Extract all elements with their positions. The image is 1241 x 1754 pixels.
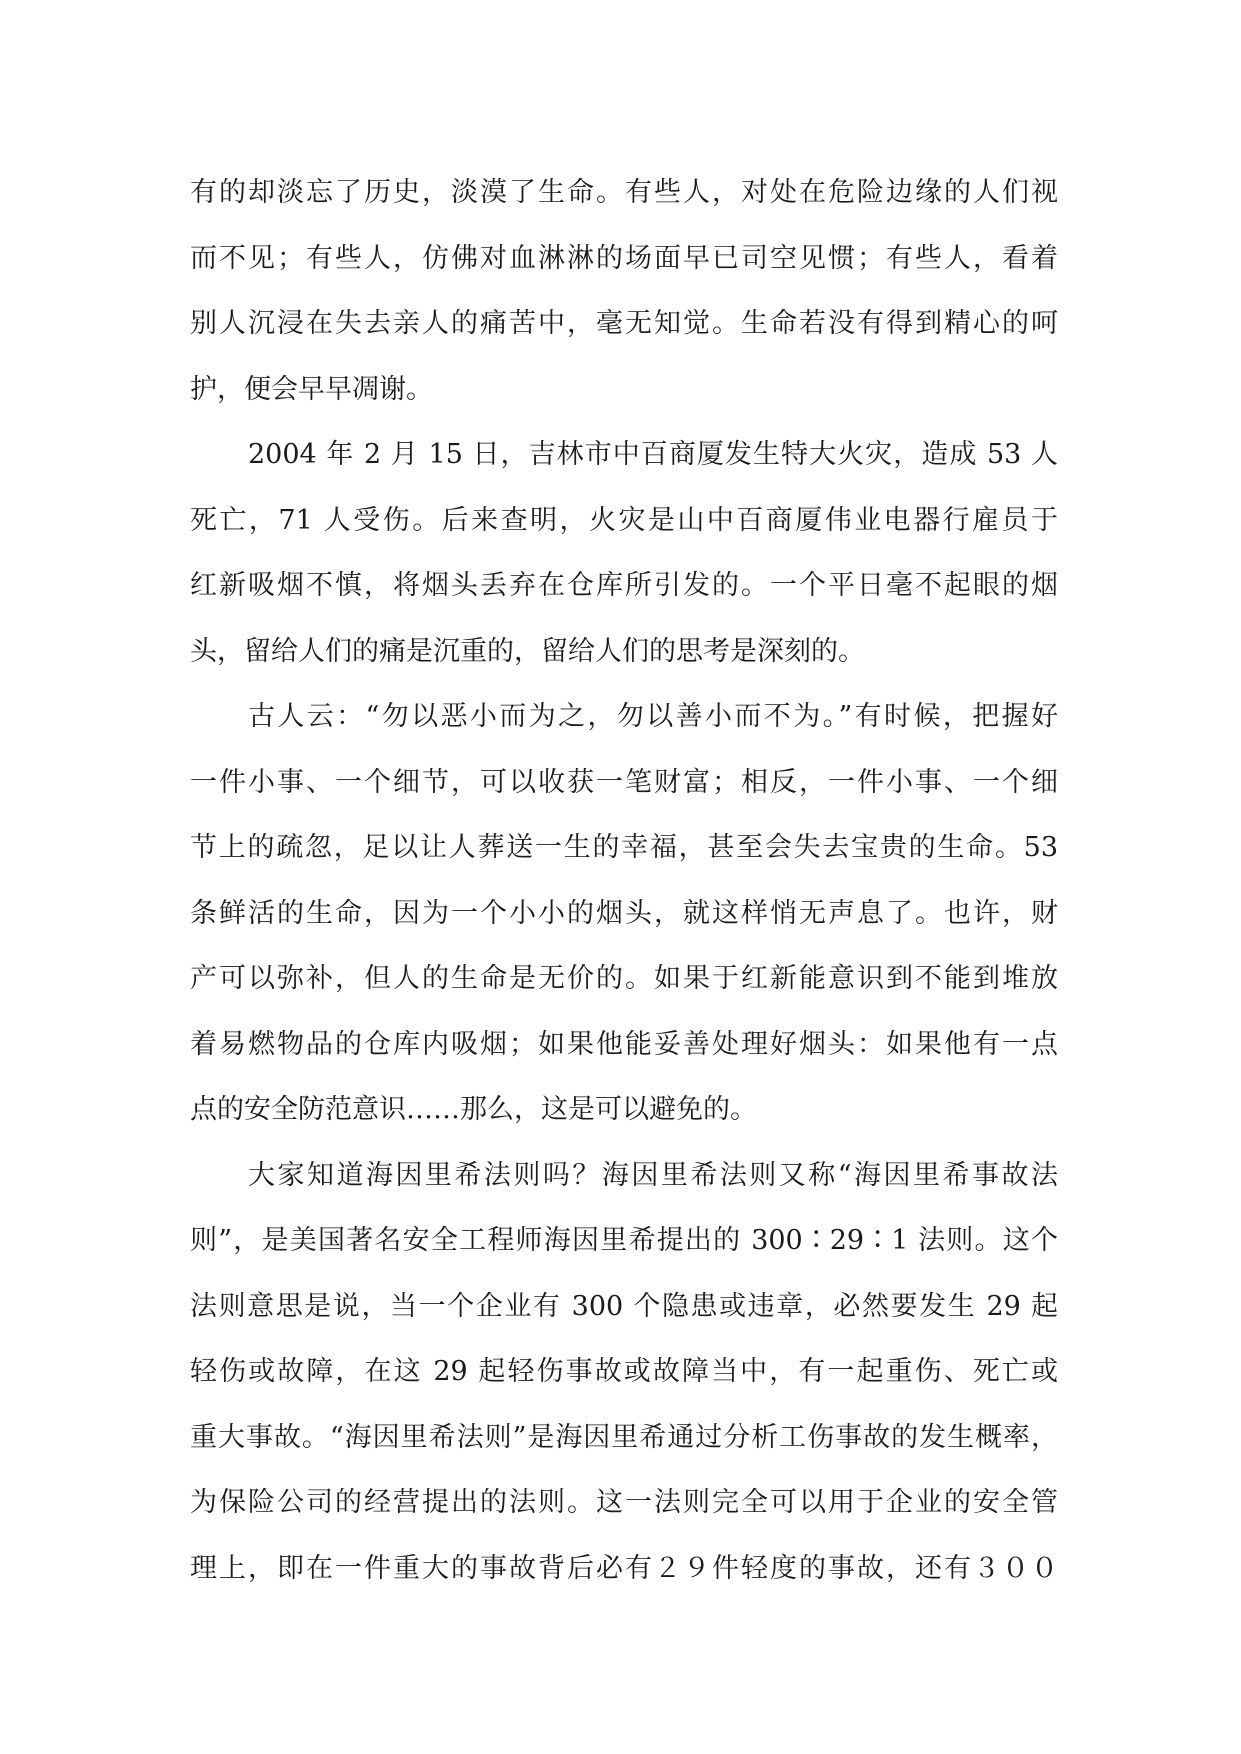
text-line: 护，便会早早凋谢。 [190, 373, 433, 405]
text-line: 头，留给人们的痛是沉重的，留给人们的思考是深刻的。 [190, 635, 865, 667]
text-line: 有的却淡忘了历史，淡漠了生命。有些人，对处在危险边缘的人们视 [190, 177, 1058, 208]
text-line: 2004 年 2 月 15 日，吉林市中百商厦发生特大火灾，造成 53 人 [248, 439, 1058, 470]
text-line: 节上的疏忽，足以让人葬送一生的幸福，甚至会失去宝贵的生命。53 [190, 832, 1058, 863]
text-line: 死亡，71 人受伤。后来查明，火灾是山中百商厦伟业电器行雇员于 [190, 504, 1058, 536]
text-line: 轻伤或故障，在这 29 起轻伤事故或故障当中，有一起重伤、死亡或 [190, 1356, 1058, 1387]
text-line: 重大事故。“海因里希法则”是海因里希通过分析工伤事故的发生概率， [190, 1421, 1058, 1453]
text-line: 着易燃物品的仓库内吸烟；如果他能妥善处理好烟头：如果他有一点 [190, 1028, 1058, 1060]
text-line: 理上，即在一件重大的事故背后必有２９件轻度的事故，还有３００ [190, 1552, 1058, 1584]
text-line: 一件小事、一个细节，可以收获一笔财富；相反，一件小事、一个细 [190, 766, 1058, 798]
text-line: 大家知道海因里希法则吗？海因里希法则又称“海因里希事故法 [248, 1159, 1058, 1191]
text-line: 红新吸烟不慎，将烟头丢弃在仓库所引发的。一个平日毫不起眼的烟 [190, 570, 1058, 601]
text-line: 则”，是美国著名安全工程师海因里希提出的 300∶29∶1 法则。这个 [190, 1225, 1058, 1256]
text-line: 条鲜活的生命，因为一个小小的烟头，就这样悄无声息了。也许，财 [190, 897, 1058, 929]
document-body [190, 160, 1058, 1601]
text-line: 古人云：“勿以恶小而为之，勿以善小而不为。”有时候，把握好 [248, 701, 1058, 732]
text-line: 产可以弥补，但人的生命是无价的。如果于红新能意识到不能到堆放 [190, 963, 1058, 994]
text-line: 而不见；有些人，仿佛对血淋淋的场面早已司空见惯；有些人，看着 [190, 242, 1058, 274]
text-line: 别人沉浸在失去亲人的痛苦中，毫无知觉。生命若没有得到精心的呵 [190, 308, 1058, 339]
text-line: 点的安全防范意识……那么，这是可以避免的。 [190, 1094, 757, 1125]
text-line: 法则意思是说，当一个企业有 300 个隐患或违章，必然要发生 29 起 [190, 1290, 1058, 1322]
text-line: 为保险公司的经营提出的法则。这一法则完全可以用于企业的安全管 [190, 1487, 1058, 1518]
